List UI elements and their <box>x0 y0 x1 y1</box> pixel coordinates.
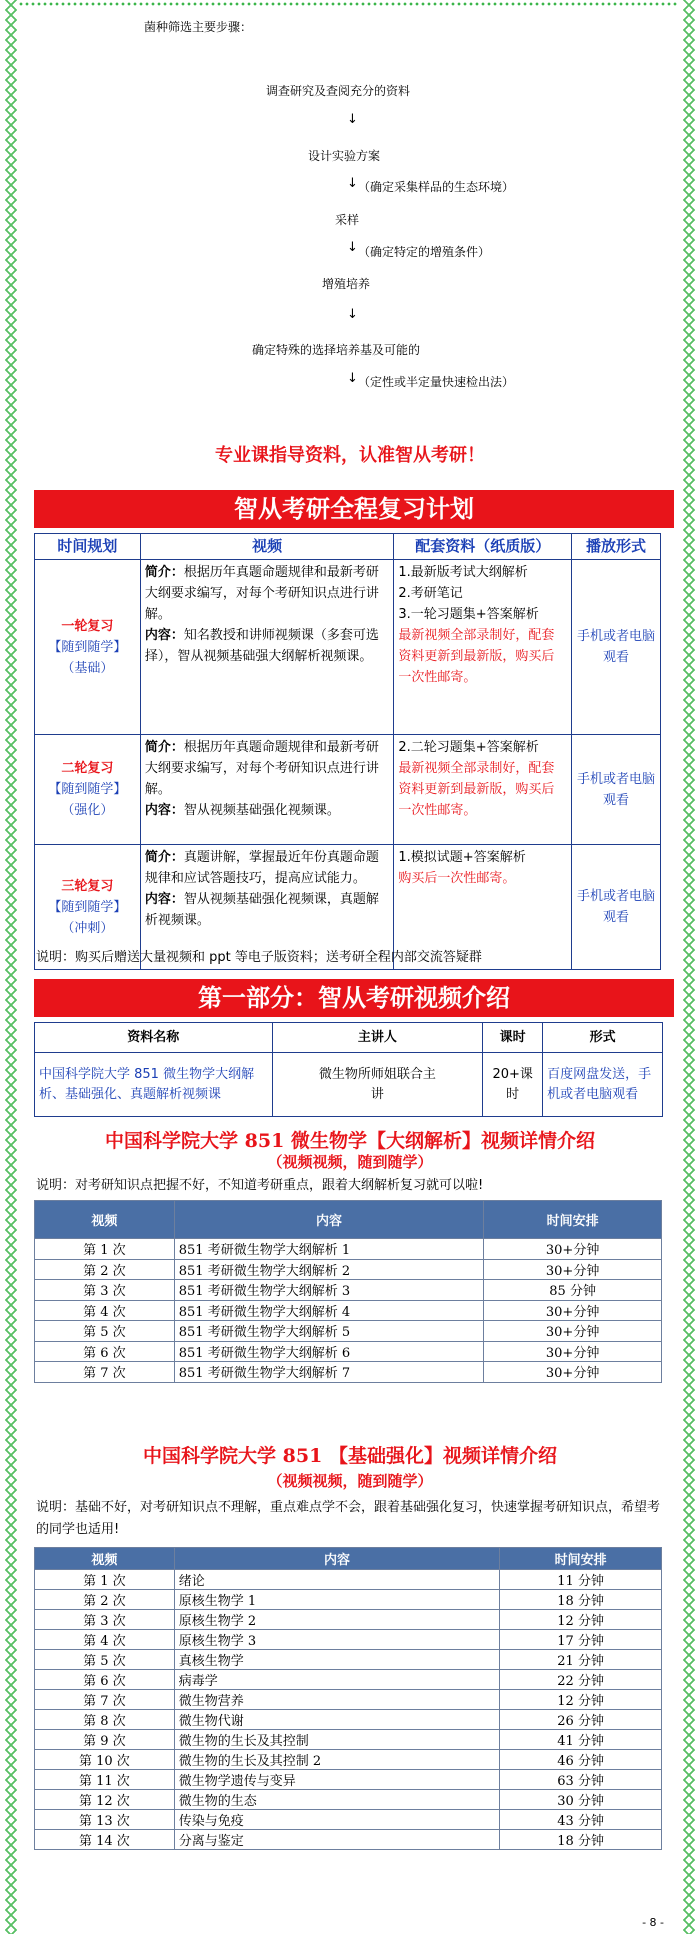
plan-table <box>34 533 661 970</box>
video-number-cell: 第 9 次 <box>35 1730 175 1750</box>
flow-note-2: （确定特定的增殖条件） <box>358 245 491 259</box>
content-cell: 微生物的生长及其控制 2 <box>174 1750 499 1770</box>
video-content: 智从视频基础强化视频课。 <box>183 803 340 818</box>
video-number-cell: 第 10 次 <box>35 1750 175 1770</box>
video-number-cell: 第 8 次 <box>35 1710 175 1730</box>
content-cell: 微生物的生长及其控制 <box>174 1730 499 1750</box>
video-number-cell: 第 6 次 <box>35 1670 175 1690</box>
plan-header: 视频 <box>140 534 394 560</box>
table-row <box>35 1810 662 1830</box>
video-number-cell: 第 4 次 <box>35 1300 175 1321</box>
intro-speaker: 微生物所师姐联合主讲 <box>272 1053 483 1117</box>
material-item: 3.一轮习题集+答案解析 <box>398 607 539 622</box>
basic-desc: 说明：基础不好，对考研知识点不理解，重点难点学不会，跟着基础强化复习，快速掌握考研知识点，希望考的同学也适用! <box>36 1500 661 1537</box>
duration-cell: 30 分钟 <box>500 1790 662 1810</box>
flow-step-1: 调查研究及查阅充分的资料 <box>266 84 411 98</box>
page-number: - 8 - <box>642 1916 664 1929</box>
video-number-cell: 第 2 次 <box>35 1590 175 1610</box>
video-number-cell: 第 6 次 <box>35 1341 175 1362</box>
video-content: 智从视频基础强化视频课，真题解析视频课。 <box>144 892 379 928</box>
table-row <box>35 1750 662 1770</box>
duration-cell: 41 分钟 <box>500 1730 662 1750</box>
flow-arrow-3: ↓ <box>347 240 358 255</box>
duration-cell: 12 分钟 <box>500 1610 662 1630</box>
plan-materials-cell <box>394 735 572 845</box>
left-decorative-border <box>4 0 18 1934</box>
content-cell: 微生物代谢 <box>174 1710 499 1730</box>
round-stage: （冲刺） <box>61 920 114 936</box>
plan-play-cell: 手机或者电脑观看 <box>572 845 661 970</box>
table-row <box>35 1341 662 1362</box>
flow-arrow-1: ↓ <box>347 112 358 127</box>
duration-cell: 12 分钟 <box>500 1690 662 1710</box>
flow-arrow-2: ↓ <box>347 176 358 191</box>
basic-header: 视频 <box>35 1548 175 1570</box>
duration-cell: 17 分钟 <box>500 1630 662 1650</box>
material-item: 2.考研笔记 <box>398 586 463 601</box>
video-number-cell: 第 14 次 <box>35 1830 175 1850</box>
duration-cell: 30+分钟 <box>484 1362 662 1383</box>
content-cell: 真核生物学 <box>174 1650 499 1670</box>
duration-cell: 18 分钟 <box>500 1590 662 1610</box>
content-cell: 原核生物学 3 <box>174 1630 499 1650</box>
round-name: 二轮复习 <box>61 761 114 776</box>
video-number-cell: 第 3 次 <box>35 1280 175 1301</box>
video-content-label: 内容： <box>144 628 184 643</box>
material-item: 2.二轮习题集+答案解析 <box>398 740 539 755</box>
duration-cell: 43 分钟 <box>500 1810 662 1830</box>
video-number-cell: 第 1 次 <box>35 1570 175 1590</box>
table-row <box>35 1830 662 1850</box>
materials-note: 最新视频全部录制好，配套资料更新到最新版，购买后一次性邮寄。 <box>398 761 555 818</box>
table-row <box>35 1670 662 1690</box>
content-cell: 原核生物学 2 <box>174 1610 499 1630</box>
intro-hours: 20+课时 <box>483 1053 543 1117</box>
content-cell: 原核生物学 1 <box>174 1590 499 1610</box>
flow-heading: 菌种筛选主要步骤： <box>144 20 253 34</box>
duration-cell: 30+分钟 <box>484 1259 662 1280</box>
intro-table <box>34 1022 663 1117</box>
video-number-cell: 第 5 次 <box>35 1321 175 1342</box>
material-item: 1.模拟试题+答案解析 <box>398 850 526 865</box>
content-cell: 851 考研微生物学大纲解析 4 <box>174 1300 483 1321</box>
right-decorative-border <box>682 0 696 1934</box>
duration-cell: 26 分钟 <box>500 1710 662 1730</box>
video-number-cell: 第 4 次 <box>35 1630 175 1650</box>
table-row <box>35 1730 662 1750</box>
flow-note-1: （确定采集样品的生态环境） <box>358 180 515 194</box>
plan-row-1 <box>35 560 661 735</box>
plan-header-row <box>35 534 661 560</box>
intro-header-row <box>35 1023 663 1053</box>
content-cell: 绪论 <box>174 1570 499 1590</box>
plan-round-cell <box>35 560 141 735</box>
plan-play-cell: 手机或者电脑观看 <box>572 735 661 845</box>
duration-cell: 22 分钟 <box>500 1670 662 1690</box>
materials-note: 最新视频全部录制好，配套资料更新到最新版，购买后一次性邮寄。 <box>398 628 555 685</box>
content-cell: 病毒学 <box>174 1670 499 1690</box>
table-row <box>35 1570 662 1590</box>
content-cell: 微生物的生态 <box>174 1790 499 1810</box>
table-row <box>35 1790 662 1810</box>
plan-materials-cell <box>394 560 572 735</box>
table-row <box>35 1770 662 1790</box>
outline-header: 时间安排 <box>484 1201 662 1239</box>
basic-table <box>34 1547 662 1850</box>
intro-header: 课时 <box>483 1023 543 1053</box>
content-cell: 851 考研微生物学大纲解析 1 <box>174 1239 483 1260</box>
plan-video-cell <box>140 560 394 735</box>
content-cell: 851 考研微生物学大纲解析 7 <box>174 1362 483 1383</box>
table-row <box>35 1690 662 1710</box>
plan-header: 配套资料（纸质版） <box>394 534 572 560</box>
table-row <box>35 1239 662 1260</box>
video-content-label: 内容： <box>144 892 184 907</box>
top-decorative-border <box>18 2 678 6</box>
intro-row <box>35 1053 663 1117</box>
flow-note-3: （定性或半定量快速检出法） <box>358 375 515 389</box>
round-stage: （基础） <box>61 660 114 676</box>
table-row <box>35 1650 662 1670</box>
plan-row-2 <box>35 735 661 845</box>
video-number-cell: 第 11 次 <box>35 1770 175 1790</box>
video-intro-label: 简介： <box>144 740 184 755</box>
table-row <box>35 1321 662 1342</box>
round-mode: 【随到随学】 <box>48 782 127 797</box>
flow-step-2: 设计实验方案 <box>308 149 381 163</box>
video-number-cell: 第 13 次 <box>35 1810 175 1830</box>
content-cell: 851 考研微生物学大纲解析 6 <box>174 1341 483 1362</box>
plan-header: 时间规划 <box>35 534 141 560</box>
duration-cell: 30+分钟 <box>484 1341 662 1362</box>
video-number-cell: 第 1 次 <box>35 1239 175 1260</box>
table-row <box>35 1259 662 1280</box>
plan-footnote: 说明：购买后赠送大量视频和 ppt 等电子版资料；送考研全程内部交流答疑群 <box>36 950 482 965</box>
round-mode: 【随到随学】 <box>48 899 127 915</box>
table-row <box>35 1590 662 1610</box>
duration-cell: 30+分钟 <box>484 1300 662 1321</box>
content-cell: 微生物学遗传与变异 <box>174 1770 499 1790</box>
table-row <box>35 1630 662 1650</box>
plan-header: 播放形式 <box>572 534 661 560</box>
duration-cell: 11 分钟 <box>500 1570 662 1590</box>
outline-header: 内容 <box>174 1201 483 1239</box>
intro-header: 形式 <box>543 1023 663 1053</box>
duration-cell: 30+分钟 <box>484 1239 662 1260</box>
outline-desc: 说明：对考研知识点把握不好，不知道考研重点，跟着大纲解析复习就可以啦! <box>36 1178 484 1193</box>
table-row <box>35 1710 662 1730</box>
table-row <box>35 1362 662 1383</box>
video-intro-label: 简介： <box>144 850 184 865</box>
duration-cell: 85 分钟 <box>484 1280 662 1301</box>
part1-banner: 第一部分：智从考研视频介绍 <box>34 979 674 1017</box>
outline-header-row <box>35 1201 662 1239</box>
video-number-cell: 第 5 次 <box>35 1650 175 1670</box>
intro-name: 中国科学院大学 851 微生物学大纲解析、基础强化、真题解析视频课 <box>35 1053 273 1117</box>
table-row <box>35 1300 662 1321</box>
round-name: 一轮复习 <box>61 618 114 634</box>
video-number-cell: 第 7 次 <box>35 1362 175 1383</box>
round-name: 三轮复习 <box>61 878 114 894</box>
video-intro: 根据历年真题命题规律和最新考研大纲要求编写，对每个考研知识点进行讲解。 <box>144 565 379 622</box>
content-cell: 分离与鉴定 <box>174 1830 499 1850</box>
duration-cell: 63 分钟 <box>500 1770 662 1790</box>
video-number-cell: 第 7 次 <box>35 1690 175 1710</box>
video-intro: 真题讲解，掌握最近年份真题命题规律和应试答题技巧，提高应试能力。 <box>144 850 379 886</box>
video-number-cell: 第 2 次 <box>35 1259 175 1280</box>
flow-arrow-5: ↓ <box>347 371 358 386</box>
flow-arrow-4: ↓ <box>347 307 358 322</box>
video-content-label: 内容： <box>144 803 184 818</box>
intro-form: 百度网盘发送，手机或者电脑观看 <box>543 1053 663 1117</box>
duration-cell: 30+分钟 <box>484 1321 662 1342</box>
table-row <box>35 1280 662 1301</box>
flow-step-5: 确定特殊的选择培养基及可能的 <box>252 343 421 357</box>
table-row <box>35 1610 662 1630</box>
plan-video-cell <box>140 735 394 845</box>
intro-header: 主讲人 <box>272 1023 483 1053</box>
content-cell: 微生物营养 <box>174 1690 499 1710</box>
round-stage: （强化） <box>61 803 114 818</box>
duration-cell: 21 分钟 <box>500 1650 662 1670</box>
content-cell: 851 考研微生物学大纲解析 2 <box>174 1259 483 1280</box>
content-cell: 851 考研微生物学大纲解析 3 <box>174 1280 483 1301</box>
duration-cell: 18 分钟 <box>500 1830 662 1850</box>
outline-title: 中国科学院大学 851 微生物学【大纲解析】视频详情介绍 <box>105 1130 595 1152</box>
content-cell: 851 考研微生物学大纲解析 5 <box>174 1321 483 1342</box>
video-content: 知名教授和讲师视频课（多套可选择），智从视频基础强大纲解析视频课。 <box>144 628 379 664</box>
material-item: 1.最新版考试大纲解析 <box>398 565 528 580</box>
video-number-cell: 第 12 次 <box>35 1790 175 1810</box>
basic-header: 内容 <box>174 1548 499 1570</box>
plan-banner: 智从考研全程复习计划 <box>34 490 674 528</box>
outline-subtitle: （视频视频，随到随学） <box>267 1153 433 1171</box>
intro-header: 资料名称 <box>35 1023 273 1053</box>
basic-subtitle: （视频视频，随到随学） <box>267 1472 433 1490</box>
outline-header: 视频 <box>35 1201 175 1239</box>
duration-cell: 46 分钟 <box>500 1750 662 1770</box>
video-number-cell: 第 3 次 <box>35 1610 175 1630</box>
slogan: 专业课指导资料，认准智从考研！ <box>215 445 485 466</box>
flow-step-4: 增殖培养 <box>322 277 371 291</box>
materials-note: 购买后一次性邮寄。 <box>398 871 516 886</box>
flow-step-3: 采样 <box>335 213 360 227</box>
video-intro-label: 简介： <box>144 565 184 580</box>
plan-play-cell: 手机或者电脑观看 <box>572 560 661 735</box>
basic-header-row <box>35 1548 662 1570</box>
outline-table <box>34 1200 662 1383</box>
video-intro: 根据历年真题命题规律和最新考研大纲要求编写，对每个考研知识点进行讲解。 <box>144 740 379 797</box>
basic-header: 时间安排 <box>500 1548 662 1570</box>
round-mode: 【随到随学】 <box>48 639 127 655</box>
basic-title: 中国科学院大学 851 【基础强化】视频详情介绍 <box>143 1445 557 1467</box>
content-cell: 传染与免疫 <box>174 1810 499 1830</box>
plan-round-cell <box>35 735 141 845</box>
